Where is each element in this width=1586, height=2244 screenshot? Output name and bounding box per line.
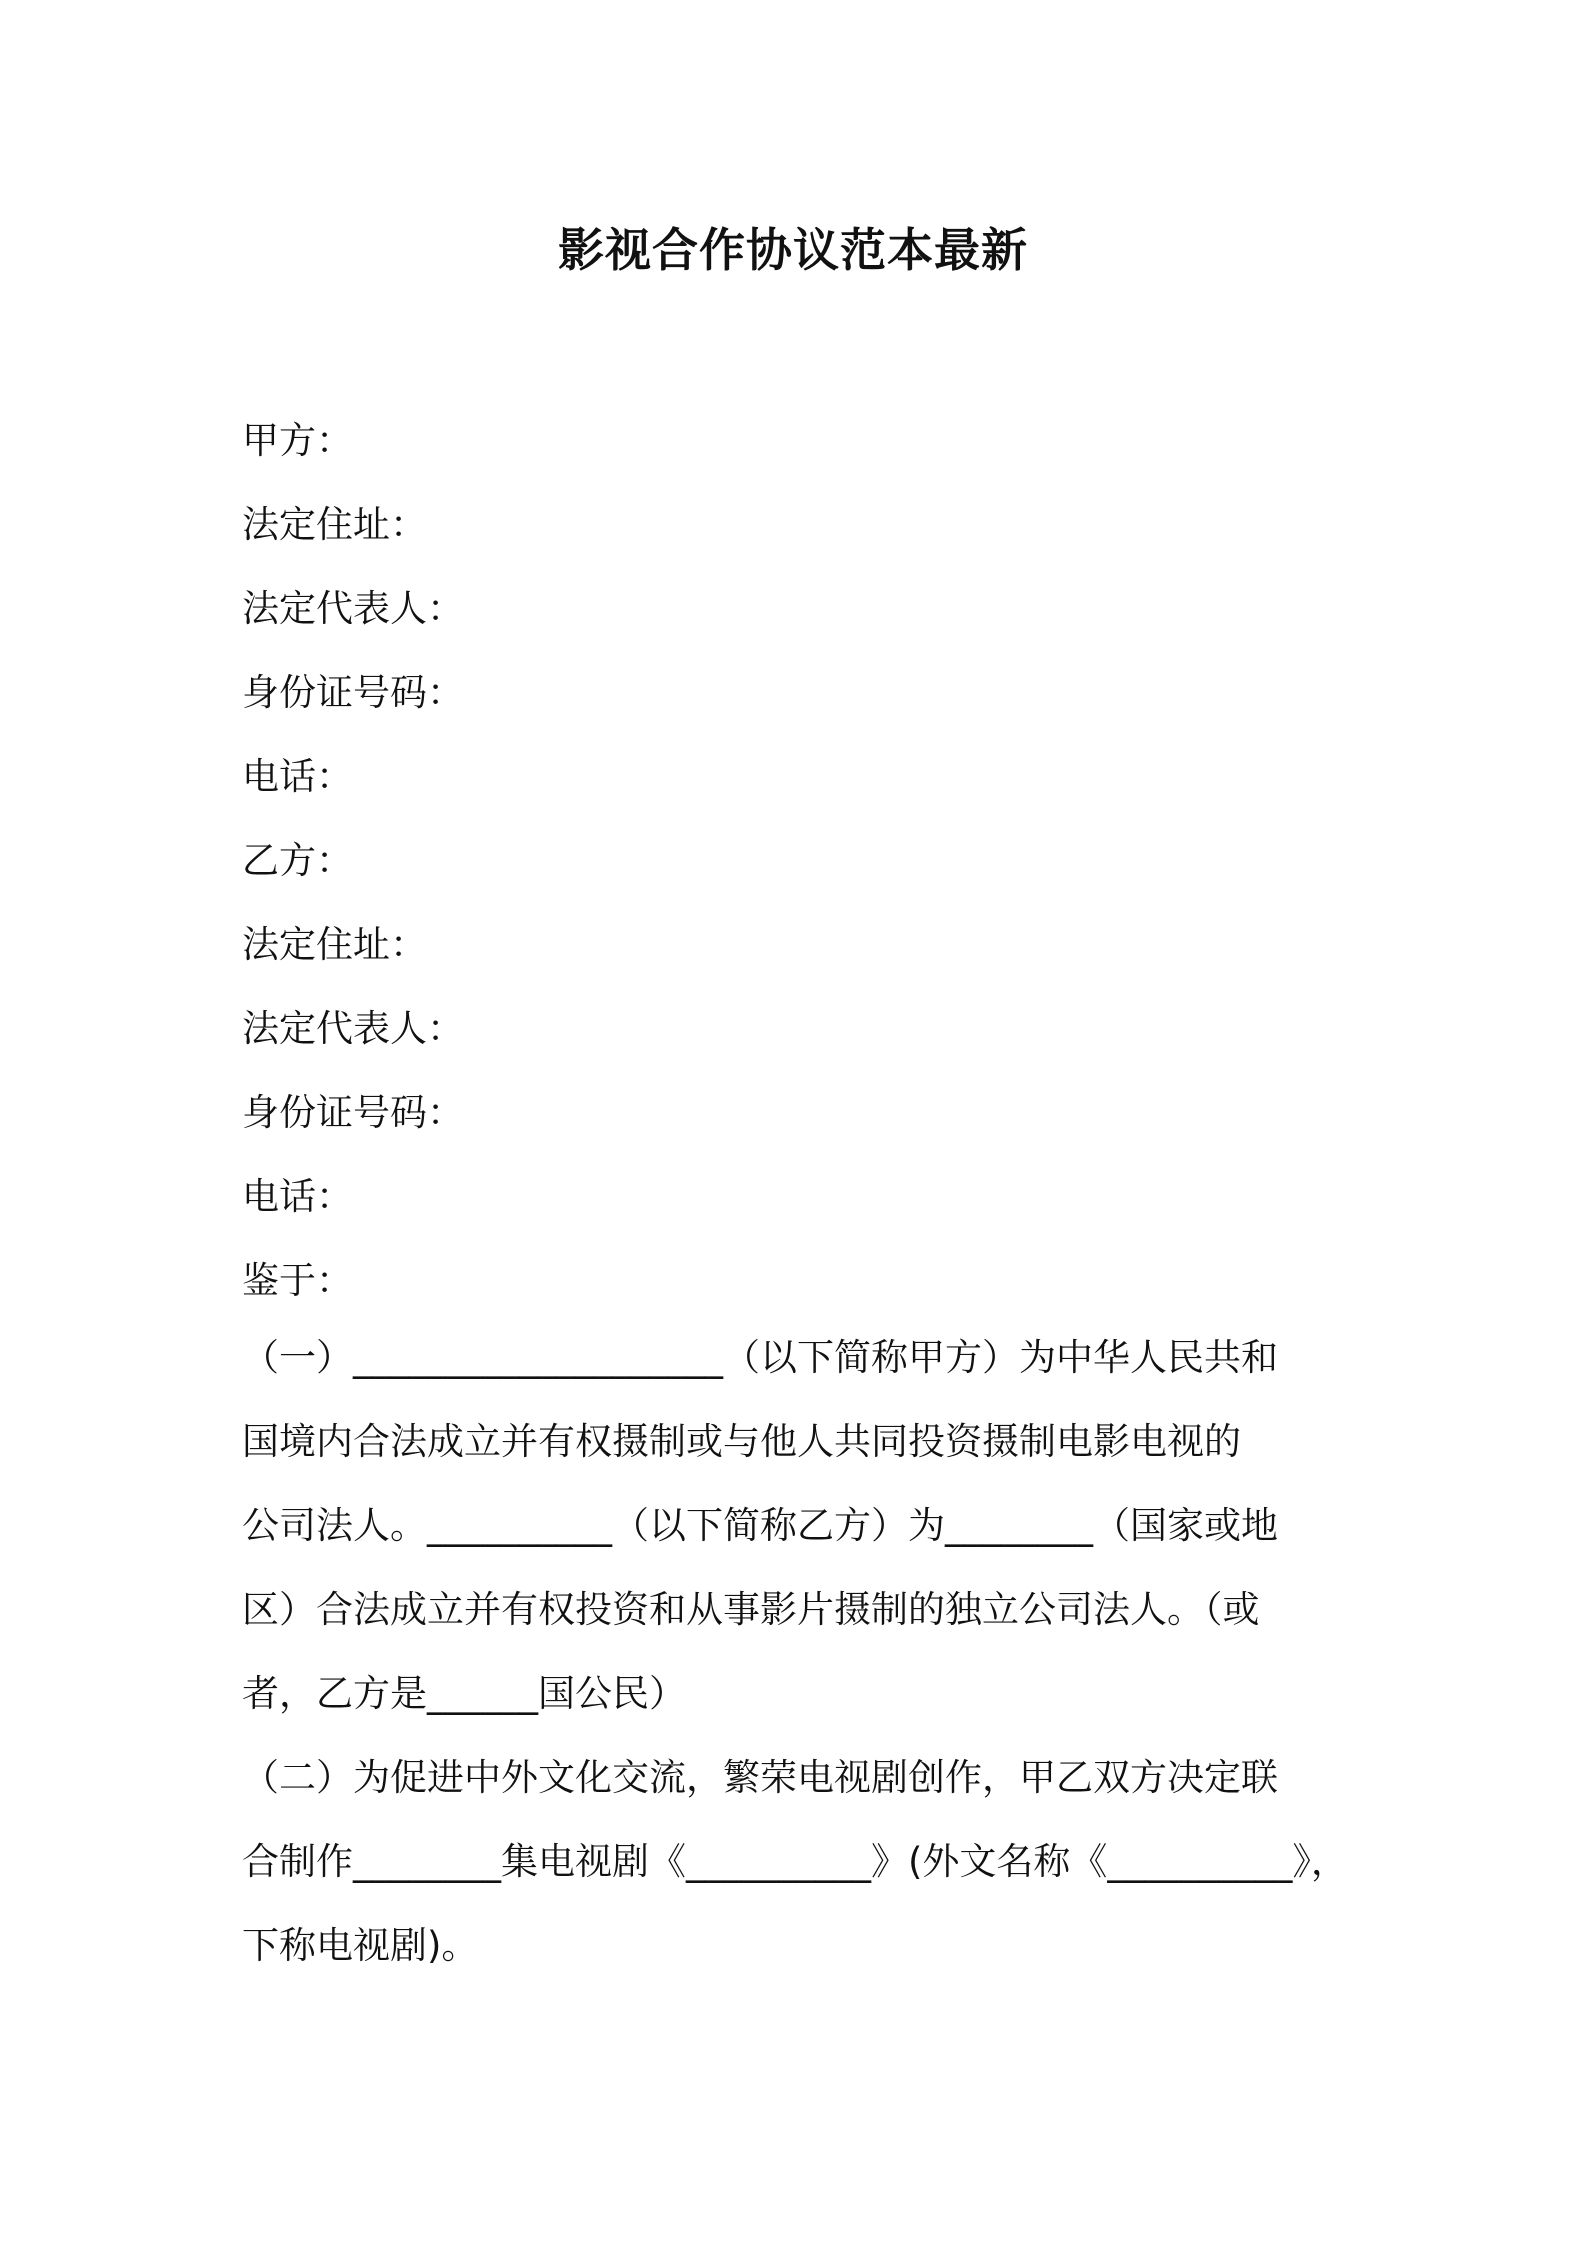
party-b-address-label: 法定住址： <box>242 923 427 966</box>
document-title: 影视合作协议范本最新 <box>558 223 1028 277</box>
party-b-phone-label: 电话： <box>242 1175 353 1218</box>
body-line: 国境内合法成立并有权摄制或与他人共同投资摄制电影电视的 <box>242 1420 1241 1463</box>
party-a-id-number-label: 身份证号码： <box>242 671 464 714</box>
body-line: 公司法人。__________（以下简称乙方）为________（国家或地 <box>242 1504 1278 1547</box>
body-line: 区）合法成立并有权投资和从事影片摄制的独立公司法人。（或 <box>242 1588 1260 1631</box>
agreement-body <box>242 1316 1370 1988</box>
party-info-list <box>242 399 1362 1323</box>
party-b-id-number-label: 身份证号码： <box>242 1091 464 1134</box>
body-line: 者，乙方是______国公民） <box>242 1672 686 1715</box>
party-b-representative-label: 法定代表人： <box>242 1007 464 1050</box>
party-a-address-label: 法定住址： <box>242 503 427 546</box>
party-a-label: 甲方： <box>242 419 353 462</box>
body-line: （二）为促进中外文化交流，繁荣电视剧创作，甲乙双方决定联 <box>242 1756 1278 1799</box>
body-line: 下称电视剧)。 <box>242 1924 479 1967</box>
body-line: 合制作________集电视剧《__________》(外文名称《__________》， <box>242 1840 1348 1883</box>
whereas-label: 鉴于： <box>242 1259 353 1302</box>
party-b-label: 乙方： <box>242 839 353 882</box>
body-line: （一）____________________（以下简称甲方）为中华人民共和 <box>242 1336 1278 1379</box>
party-a-representative-label: 法定代表人： <box>242 587 464 630</box>
party-a-phone-label: 电话： <box>242 755 353 798</box>
